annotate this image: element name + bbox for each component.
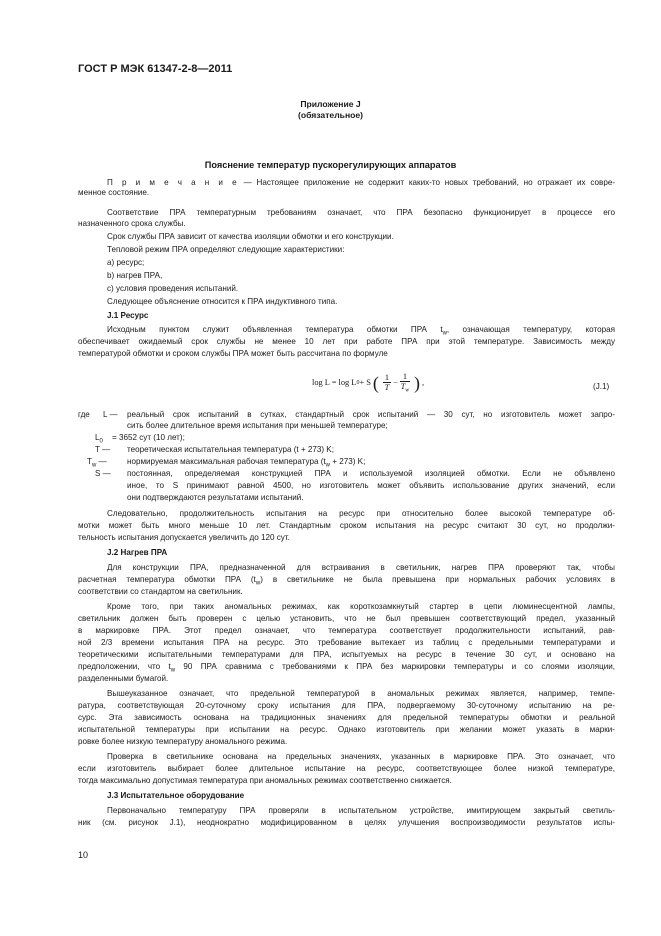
appendix-status: (обязательное): [297, 110, 364, 120]
where-S-symbol: S —: [95, 469, 111, 478]
para-1-line-2: назначенного срока службы.: [78, 219, 186, 228]
j2-p2-line-7: разделенными бумагой.: [78, 674, 169, 683]
where-S-line-3: они подтверждаются результатами испытаний.: [127, 493, 304, 502]
j1-para-line-1: Исходным пунктом служит объявленная температура обмотки ПРА $t_w$, означающая температуру, которая: [107, 325, 615, 337]
para-5-line-3: тельность испытания допускается увеличить до 120 сут.: [78, 533, 290, 542]
j3-p1-line-2: ник (см. рисунок J.1), неоднократно модифицированном в целях улучшения воспроизводимости результатов испы-: [78, 818, 615, 827]
para-4: Следующее объяснение относится к ПРА индуктивного типа.: [107, 297, 338, 306]
standard-header: ГОСТ Р МЭК 61347-2-8—2011: [78, 63, 233, 75]
fraction-1: 1 T: [384, 373, 390, 393]
j2-p3-line-1: Вышеуказанное означает, что предельной температурой в аномальных режимах является, например, темпе-: [107, 689, 615, 698]
where-S-line-2: иное, то S принимают равной 4500, но изготовитель может объявить использование других значений, если: [127, 481, 615, 490]
where-L-line-1: реальный срок испытаний в сутках, стандартный срок испытаний — 30 сут, но изготовитель может запро-: [127, 410, 615, 419]
j3-p1-line-1: Первоначально температуру ПРА проверяли в испытательном устройстве, имитирующем закрытый светиль-: [107, 806, 615, 815]
where-intro: где: [78, 410, 90, 419]
note-label: П р и м е ч а н и е: [107, 178, 239, 187]
section-j1-title: J.1 Ресурс: [107, 311, 149, 320]
note-line-1: П р и м е ч а н и е — Настоящее приложение не содержит каких-то новых требований, но отражает их совре-: [107, 178, 616, 187]
j2-p2-line-2: светильник должен быть проверен с целью установить, что не был превышен соответствующий предел, указанный: [78, 614, 615, 623]
j2-p2-line-4: ной 2/3 времени испытания ПРА на ресурс. Это требование вытекает из таблиц с предельными температурами и: [78, 638, 615, 647]
j2-p4-line-3: тогда максимально допустимая температура при аномальных режимах соответственно снижается.: [78, 776, 452, 785]
j2-p3-line-4: испытательной температуры при испытании на ресурс. Однако изготовитель при желании может указать в марки-: [78, 725, 615, 734]
list-item-a: а) ресурс;: [107, 258, 145, 267]
para-3: Тепловой режим ПРА определяют следующие характеристики:: [107, 245, 345, 254]
j2-p3-line-3: сурс. Эта зависимость основана на традиционных значениях для предельной температуры обмотки и реальной: [78, 713, 615, 722]
j2-p2-line-1: Кроме того, при таких аномальных режимах, как короткозамкнутый стартер в цепи люминесцентной лампы,: [107, 602, 615, 611]
where-S-line-1: постоянная, определяемая конструкцией ПРА и используемой изоляцией обмотки. Если не объявлено: [127, 469, 615, 478]
formula-j1: log L = log L 0 + S ( 1 T − $\frac{1}{T_w}$ ) ,: [312, 372, 425, 394]
where-Tw-symbol: $T_w$ —: [87, 457, 107, 469]
j2-p2-line-3: в маркировке ПРА. Этот предел означает, что температура соответствует продолжительности испытаний, рав-: [78, 626, 615, 635]
j2-p4-line-1: Проверка в светильнике основана на предельных значениях, указанных в маркировке ПРА. Это означает, что: [107, 752, 615, 761]
where-L-line-2: сить более длительное время испытания при меньшей температуре;: [127, 421, 388, 430]
where-T-text: теоретическая испытательная температура (t + 273) K;: [127, 445, 334, 454]
j2-p1-line-2: расчетная температура обмотки ПРА $(t_w)$ в светильнике не была превышена при нормальных рабочих условиях в: [78, 575, 615, 587]
paren-left: (: [372, 372, 379, 393]
where-T-symbol: T —: [95, 445, 111, 454]
para-5-line-1: Следовательно, продолжительность испытания на ресурс при относительно более высокой температуре об-: [107, 509, 615, 518]
fraction-2: $\frac{1}{T_w}$: [400, 372, 410, 394]
where-L-symbol: L —: [103, 410, 118, 419]
para-5-line-2: мотки может быть много меньше 10 лет. Стандартным сроком испытания на ресурс считают 30 сут, но продолжи-: [78, 521, 615, 530]
section-j3-title: J.3 Испытательное оборудование: [107, 791, 245, 800]
j1-para-line-2: обеспечивает ожидаемый срок службы не менее 10 лет при работе ПРА при этой температуре. Зависимость между: [78, 337, 615, 346]
j2-p1-line-1: Для конструкции ПРА, предназначенной для встраивания в светильник, нагрев ПРА проверяют так, чтобы: [107, 563, 615, 572]
j2-p3-line-5: ровке более низкую температуру аномального режима.: [78, 737, 288, 746]
j2-p4-line-2: если изготовитель выбирает более длительное испытание на ресурс, соответствующее более низкой температуре,: [78, 764, 615, 773]
j2-p3-line-2: ратура, соответствующая 20-суточному сроку испытания для ПРА, подвергаемому 30-суточному испытанию на ре-: [78, 701, 615, 710]
para-1-line-1: Соответствие ПРА температурным требованиям означает, что ПРА безопасно функционирует в процессе его: [107, 208, 615, 217]
j2-p2-line-6: предположении, что $t_w$ 90 ПРА сравнима с требованиями к ПРА без маркировки температуры и со слоями изоляции,: [78, 662, 616, 674]
page-number: 10: [78, 850, 89, 860]
j1-para-line-3: температурой обмотки и сроком службы ПРА может быть рассчитана по формуле: [78, 349, 388, 358]
where-L0-text: = 3652 сут (10 лет);: [112, 433, 185, 442]
j2-p1-line-3: соответствии со стандартом на светильник.: [78, 587, 243, 596]
paren-right: ): [414, 372, 421, 393]
list-item-b: b) нагрев ПРА,: [107, 271, 163, 280]
para-2: Срок службы ПРА зависит от качества изоляции обмотки и его конструкции.: [107, 232, 394, 241]
appendix-title: Приложение J: [300, 99, 361, 109]
where-Tw-text: нормируемая максимальная рабочая температура $(t_w + 273)$ K;: [127, 457, 366, 469]
j2-p2-line-5: теоретическими испытательными температурами для ПРА, испытуемых на ресурс в течение 30 сут, и основано на: [78, 650, 615, 659]
list-item-c: с) условия проведения испытаний.: [107, 284, 239, 293]
where-L0-symbol: $L_0$: [95, 433, 103, 445]
formula-number: (J.1): [593, 382, 610, 391]
document-title: Пояснение температур пускорегулирующих аппаратов: [204, 160, 457, 170]
section-j2-title: J.2 Нагрев ПРА: [107, 548, 168, 557]
note-line-2: менное состояние.: [78, 188, 150, 197]
